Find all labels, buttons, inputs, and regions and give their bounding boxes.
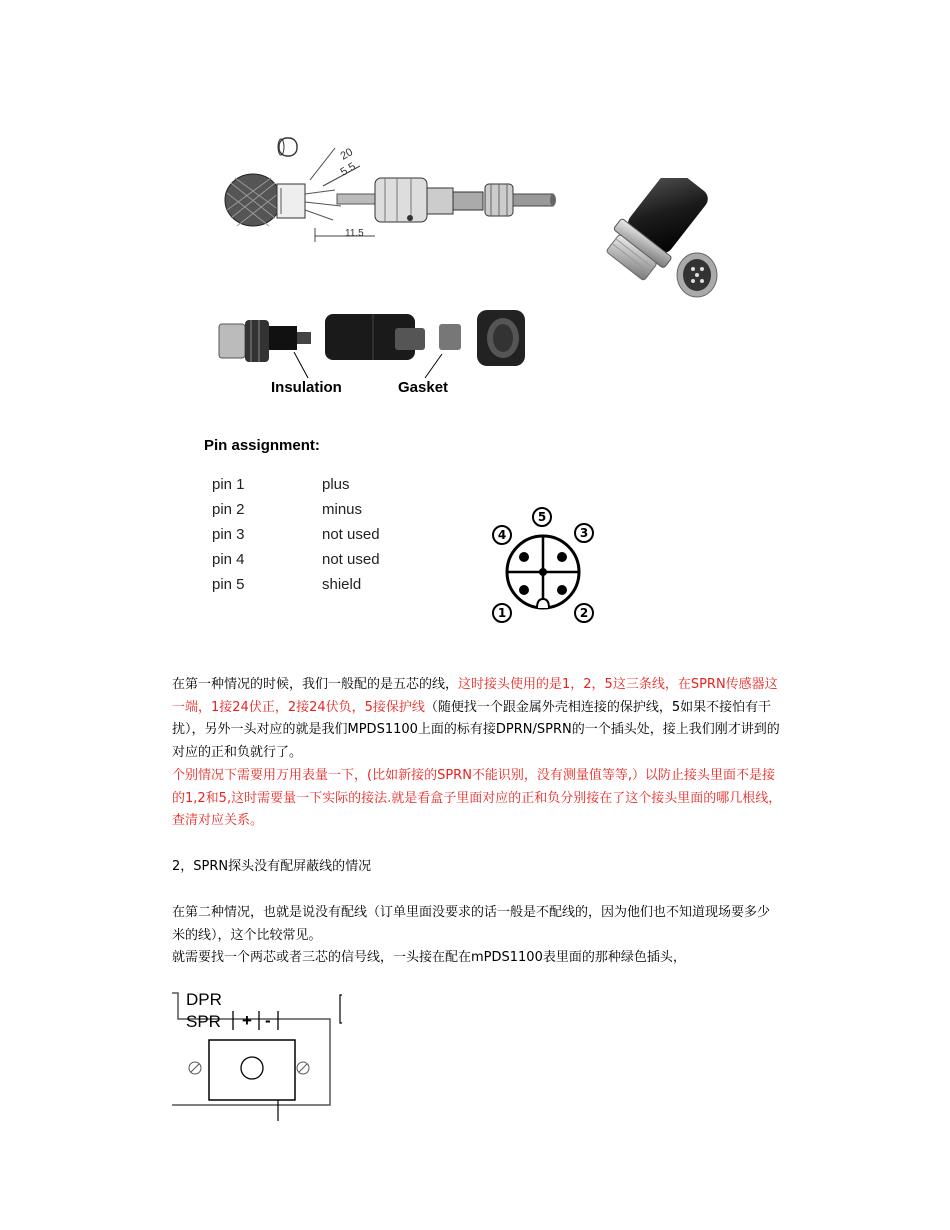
part-callout-lines	[290, 350, 450, 380]
gasket-label: Gasket	[398, 379, 449, 396]
pin-4-number: 4	[497, 528, 507, 542]
connector-exploded-drawing	[215, 128, 565, 253]
paragraph-case-one	[172, 674, 782, 764]
pin-number: pin 1	[212, 476, 245, 493]
minus-terminal-label: -	[265, 1011, 271, 1030]
plus-terminal-label: +	[242, 1011, 252, 1030]
pin-use: shield	[322, 576, 362, 593]
pin-5-number: 5	[537, 510, 547, 524]
pin-number: pin 3	[212, 526, 245, 543]
dpr-label: DPR	[186, 990, 222, 1009]
pin-row	[212, 576, 361, 593]
pin-row	[212, 476, 350, 493]
paragraph-case-two: 在第二种情况，也就是说没有配线（订单里面没要求的话一般是不配线的，因为他们也不知道现场要多少米的线），这个比较常见。	[172, 905, 771, 943]
highlight-text: 这时接头使用的是1，2，5这三条线，在SPRN传感器这一端，1接24伏正，2接24伏负，5接保护线	[172, 677, 778, 715]
pin-2-number: 2	[579, 606, 589, 620]
dim-5-5-label: 5.5	[338, 160, 358, 179]
paragraph-signal-wire: 就需要找一个两芯或者三芯的信号线，一头接在配在mPDS1100表里面的那种绿色插头，	[172, 950, 686, 965]
connector-photo	[585, 178, 730, 313]
insulation-label: Insulation	[271, 379, 342, 396]
pin-row	[212, 526, 380, 543]
pin-3-number: 3	[579, 526, 589, 540]
spr-label: SPR	[186, 1012, 221, 1031]
pin-use: plus	[322, 476, 350, 493]
dim-11-5-label: 11.5	[345, 228, 364, 239]
pin-number: pin 4	[212, 551, 245, 568]
pin-number: pin 5	[212, 576, 245, 593]
text-segment: 在第一种情况的时候，我们一般配的是五芯的线，	[172, 677, 459, 692]
text-segment: （随便找一个跟金属外壳相连接的保护线，5如果不接怕有干扰），另外一头对应的就是我们MPDS1100上面的标有接DPRN/SPRN的一个插头处，接上我们刚才讲到的对应的正和负就行了。	[172, 699, 780, 760]
pin-use: not used	[322, 526, 380, 543]
pin-row	[212, 551, 380, 568]
pin-use: minus	[322, 501, 363, 518]
pin-number: pin 2	[212, 501, 245, 518]
pin-assignment-title: Pin assignment:	[204, 437, 320, 454]
pin-1-number: 1	[497, 606, 507, 620]
pin-row	[212, 501, 362, 518]
terminal-panel-drawing	[168, 985, 358, 1123]
paragraph-multimeter-note: 个别情况下需要用万用表量一下，(比如新接的SPRN不能识别，没有测量值等等,）以防止接头里面不是接的1,2和5,这时需要量一下实际的接法.就是看盒子里面对应的正和负分别接在了这个接头里面的哪几根线，查清对应关系。	[172, 768, 782, 828]
dim-20-label: 20	[338, 146, 356, 163]
pin-face-diagram	[486, 505, 601, 630]
pin-use: not used	[322, 551, 380, 568]
section-heading-2: 2，SPRN探头没有配屏蔽线的情况	[172, 859, 372, 874]
